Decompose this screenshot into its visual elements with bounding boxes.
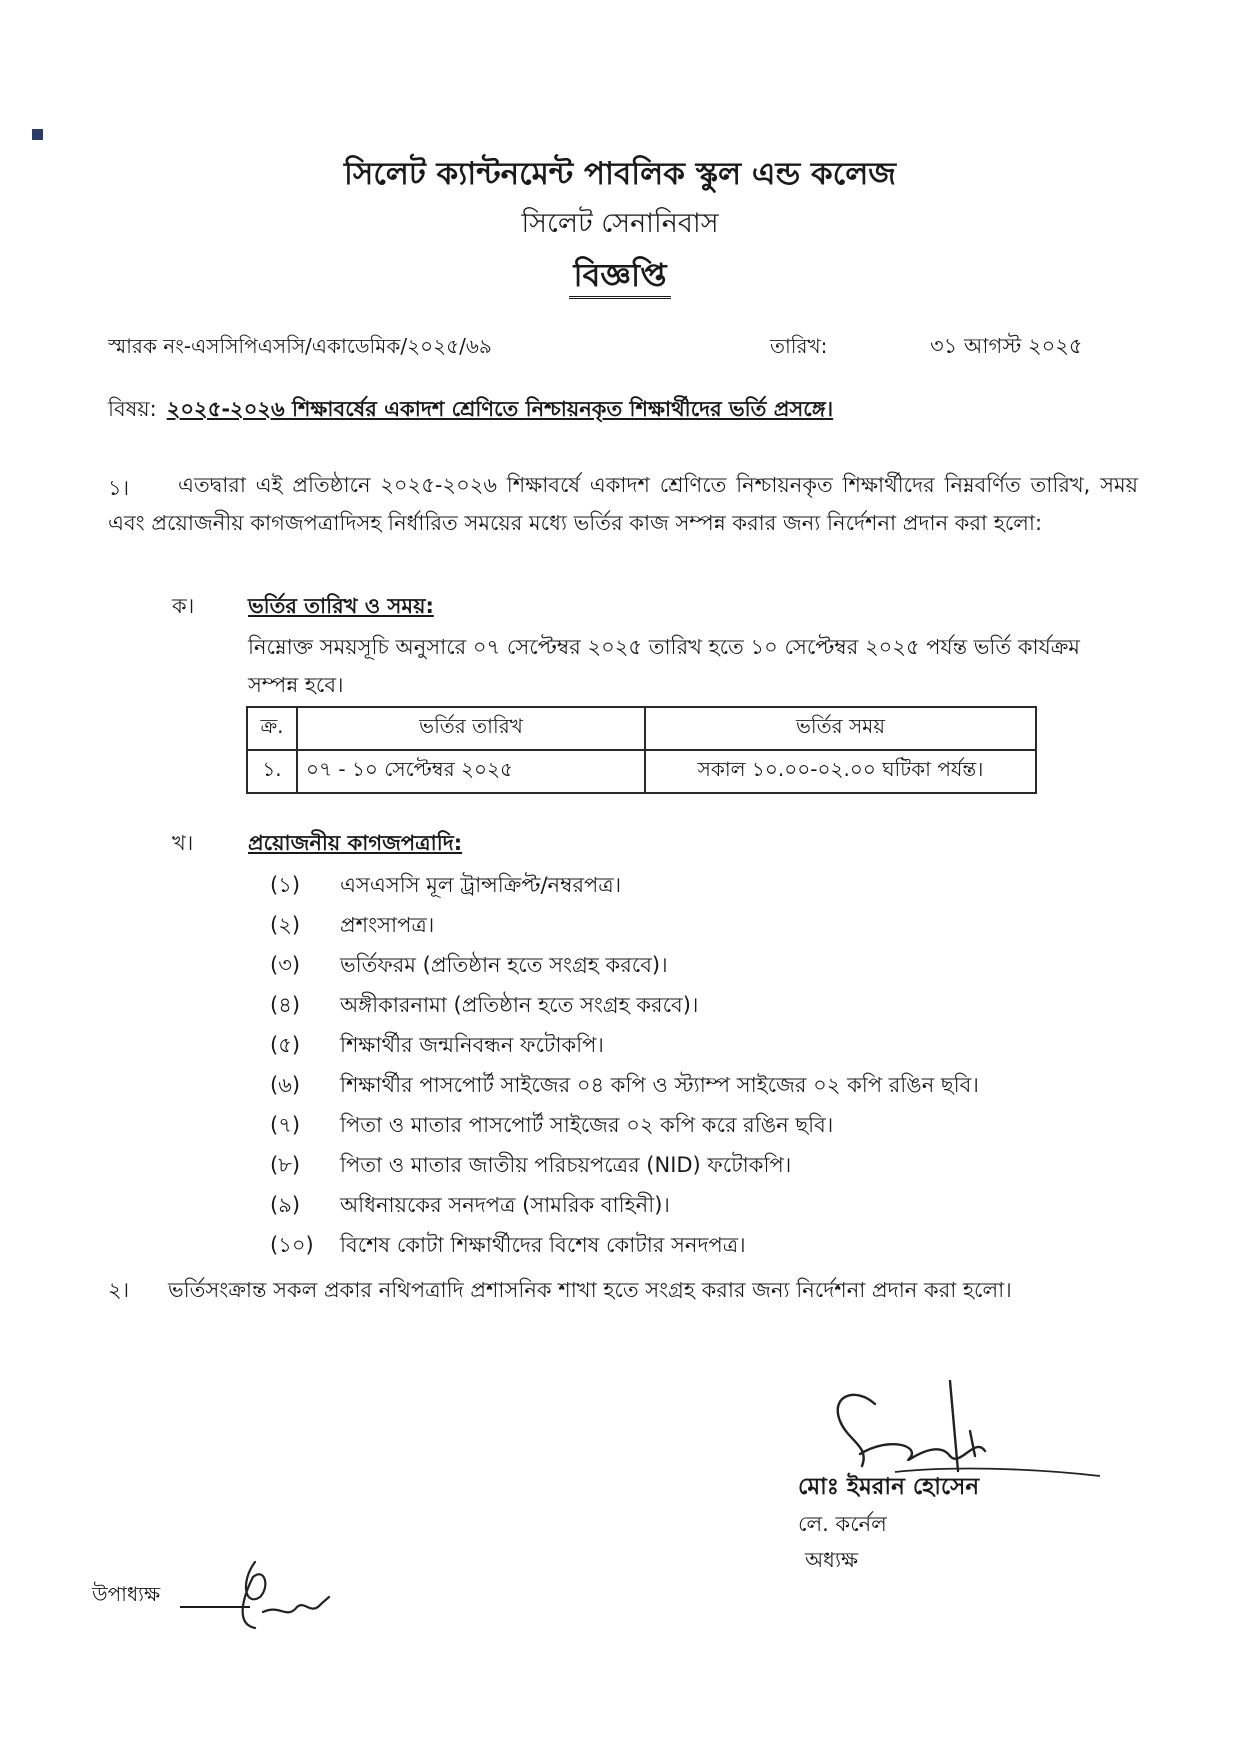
section-kha-heading: প্রয়োজনীয় কাগজপত্রাদি: — [248, 831, 463, 855]
list-item — [270, 946, 979, 986]
list-item — [270, 1226, 979, 1266]
institution-location: সিলেট সেনানিবাস — [521, 208, 719, 239]
col-date-header: ভর্তির তারিখ — [297, 707, 645, 750]
item-number: (১০) — [270, 1232, 314, 1257]
vice-principal-signature — [225, 1552, 335, 1632]
para2-number: ২। — [108, 1278, 130, 1302]
admission-schedule-table — [246, 706, 1037, 794]
para1-text: এতদ্বারা এই প্রতিষ্ঠানে ২০২৫-২০২৬ শিক্ষাবর্ষে একাদশ শ্রেণিতে নিশ্চায়নকৃত শিক্ষার্থীদের নিম্নবর্ণিত তারিখ, সময় এবং প্রয়োজনীয় কাগজপত্রাদিসহ নির্ধারিত সময়ের মধ্যে ভর্তির কাজ সম্পন্ন করার জন্য নির্দেশনা প্রদান করা হলো: — [108, 473, 1138, 535]
list-item — [270, 1026, 979, 1066]
cell-time: সকাল ১০.০০-০২.০০ ঘটিকা পর্যন্ত। — [645, 750, 1036, 793]
item-text: অঙ্গীকারনামা (প্রতিষ্ঠান হতে সংগ্রহ করবে)। — [340, 992, 699, 1017]
vice-principal-label: উপাধ্যক্ষ — [92, 1582, 161, 1606]
table-header-row — [247, 707, 1036, 750]
item-text: পিতা ও মাতার জাতীয় পরিচয়পত্রের (NID) ফটোকপি। — [340, 1152, 792, 1177]
notice-title — [0, 250, 1240, 304]
item-text: শিক্ষার্থীর জন্মনিবন্ধন ফটোকপি। — [340, 1032, 604, 1057]
list-item — [270, 906, 979, 946]
item-number: (৪) — [270, 992, 301, 1017]
cell-date: ০৭ - ১০ সেপ্টেম্বর ২০২৫ — [297, 750, 645, 793]
item-text: অধিনায়কের সনদপত্র (সামরিক বাহিনী)। — [340, 1192, 670, 1217]
item-number: (৬) — [270, 1072, 301, 1097]
required-documents-list — [270, 866, 979, 1266]
signatory-rank: লে. কর্নেল — [798, 1512, 887, 1536]
subject-text: ২০২৫-২০২৬ শিক্ষাবর্ষের একাদশ শ্রেণিতে নিশ্চায়নকৃত শিক্ষার্থীদের ভর্তি প্রসঙ্গে। — [166, 397, 834, 421]
date-value: ৩১ আগস্ট ২০২৫ — [930, 334, 1083, 358]
item-text: ভর্তিফরম (প্রতিষ্ঠান হতে সংগ্রহ করবে)। — [340, 952, 668, 977]
signatory-name: মোঃ ইমরান হোসেন — [798, 1474, 980, 1500]
cell-serial: ১. — [247, 750, 297, 793]
section-ka-heading: ভর্তির তারিখ ও সময়: — [248, 594, 434, 618]
subject-label: বিষয়: — [108, 397, 157, 421]
list-item — [270, 1146, 979, 1186]
list-item — [270, 1186, 979, 1226]
col-serial-header: ক্র. — [247, 707, 297, 750]
notice-title-text: বিজ্ঞপ্তি — [569, 256, 670, 299]
memo-reference: স্মারক নং-এসসিপিএসসি/একাডেমিক/২০২৫/৬৯ — [108, 334, 492, 358]
para2-text: ভর্তিসংক্রান্ত সকল প্রকার নথিপত্রাদি প্রশাসনিক শাখা হতে সংগ্রহ করার জন্য নির্দেশনা প্রদান করা হলো। — [168, 1278, 1012, 1302]
list-item — [270, 986, 979, 1026]
col-time-header: ভর্তির সময় — [645, 707, 1036, 750]
institution-name: সিলেট ক্যান্টনমেন্ট পাবলিক স্কুল এন্ড কলেজ — [343, 156, 897, 192]
corner-square-mark — [32, 129, 43, 140]
item-text: শিক্ষার্থীর পাসপোর্ট সাইজের ০৪ কপি ও স্ট্যাম্প সাইজের ০২ কপি রঙিন ছবি। — [340, 1072, 979, 1097]
section-kha-label: খ। — [172, 831, 194, 855]
section-ka-label: ক। — [172, 594, 195, 618]
subject-line — [108, 393, 833, 428]
signatory-title: অধ্যক্ষ — [805, 1548, 859, 1572]
item-number: (৩) — [270, 952, 301, 977]
item-number: (৫) — [270, 1032, 301, 1057]
item-number: (৭) — [270, 1112, 301, 1137]
item-text: বিশেষ কোটা শিক্ষার্থীদের বিশেষ কোটার সনদপত্র। — [340, 1232, 746, 1257]
item-number: (২) — [270, 912, 301, 937]
item-text: প্রশংসাপত্র। — [340, 912, 435, 937]
para1-number: ১। — [108, 476, 130, 500]
date-label: তারিখ: — [770, 334, 828, 358]
list-item — [270, 1066, 979, 1106]
item-number: (৯) — [270, 1192, 301, 1217]
item-text: এসএসসি মূল ট্রান্সক্রিপ্ট/নম্বরপত্র। — [340, 872, 622, 897]
item-text: পিতা ও মাতার পাসপোর্ট সাইজের ০২ কপি করে রঙিন ছবি। — [340, 1112, 834, 1137]
para2 — [108, 1274, 1148, 1309]
list-item — [270, 866, 979, 906]
item-number: (১) — [270, 872, 301, 897]
item-number: (৮) — [270, 1152, 301, 1177]
table-row — [247, 750, 1036, 793]
list-item — [270, 1106, 979, 1146]
section-ka-description: নিম্নোক্ত সময়সূচি অনুসারে ০৭ সেপ্টেম্বর ২০২৫ তারিখ হতে ১০ সেপ্টেম্বর ২০২৫ পর্যন্ত ভর্তি কার্যক্রম সম্পন্ন হবে। — [248, 635, 1080, 697]
